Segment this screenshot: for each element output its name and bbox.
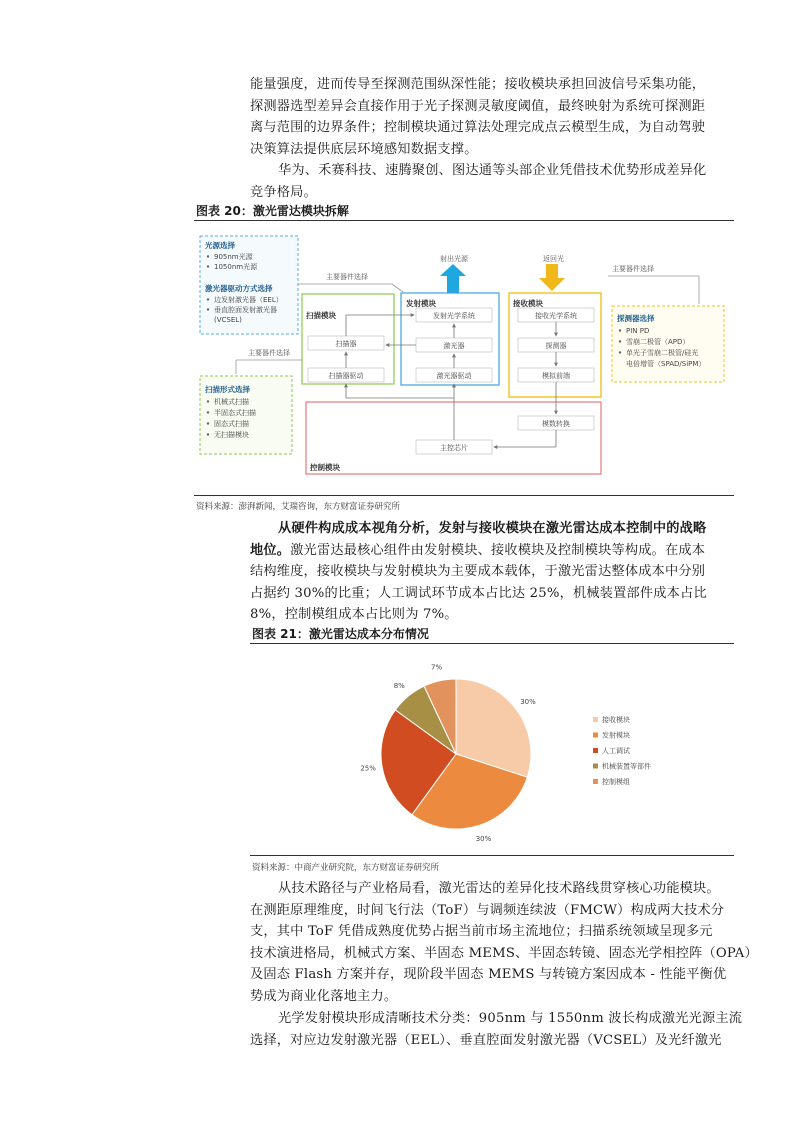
text-line: 及固态 Flash 方案并存，现阶段半固态 MEMS 与转镜方案因成本 - 性能平衡优 (250, 967, 727, 983)
text-line: 地位。 (250, 542, 291, 558)
control-module-box (306, 402, 601, 474)
text-line: 光学发射模块形成清晰技术分类：905nm 与 1550nm 波长构成激光光源主流 (278, 1011, 743, 1026)
text-line: 势成为商业化落地主力。 (250, 988, 398, 1004)
receive-module-title: 接收模块 (513, 299, 543, 308)
tech-paragraph (250, 878, 758, 1008)
emit-arrow-label: 射出光源 (440, 255, 468, 263)
scan-form-item: 半固态式扫描 (214, 409, 256, 417)
emit-module-title: 发射模块 (406, 299, 436, 308)
receive-optics-label: 接收光学系统 (535, 312, 577, 320)
figure-21-title: 图表 21：激光雷达成本分布情况 (252, 627, 429, 641)
main-select-label: 主要器件选择 (612, 265, 654, 273)
figure-21-source: 资料来源：中商产业研究院，东方财富证券研究所 (252, 863, 440, 873)
figure-20-source: 资料来源：澎湃新闻，艾瑞咨询，东方财富证券研究所 (196, 502, 401, 512)
emit-optics-label: 发射光学系统 (433, 312, 475, 320)
pie-data-label: 30% (520, 698, 536, 707)
figure-20-title: 图表 20：激光雷达模块拆解 (196, 204, 349, 218)
figure-21-top-rule (250, 643, 734, 644)
text-line: 选择，对应边发射激光器（EEL）、垂直腔面发射激光器（VCSEL）及光纤激光 (250, 1032, 722, 1048)
scan-form-title: 扫描形式选择 (205, 385, 250, 394)
scanner-drive-label: 扫描器驱动 (328, 372, 364, 380)
laser-drive-item: (VCSEL) (214, 316, 242, 324)
text-line: 从技术路径与产业格局看，激光雷达的差异化技术路线贯穿核心功能模块。 (278, 881, 720, 896)
cost-pie-chart (350, 652, 680, 842)
intro-paragraph (250, 74, 740, 160)
frontend-label: 模拟前端 (542, 372, 570, 380)
legend-swatch (593, 779, 598, 784)
competition-paragraph (250, 160, 740, 203)
pie-data-label: 7% (431, 663, 443, 672)
laser-label: 激光器 (443, 342, 465, 350)
hardware-paragraph (250, 518, 740, 626)
pie-data-label: 8% (393, 681, 405, 690)
text-line: 8%，控制模组成本占比则为 7%。 (250, 607, 458, 623)
laser-drive-item: 边发射激光器（EEL） (214, 296, 283, 304)
detector-selection-item: 雪崩二极管（APD） (626, 338, 690, 346)
detector-selection-item: PIN PD (626, 327, 650, 335)
figure-21-bottom-rule (250, 855, 734, 856)
scan-form-item: 机械式扫描 (214, 398, 249, 406)
text-line: 在测距原理维度，时间飞行法（ToF）与调频连续波（FMCW）构成两大技术分 (250, 902, 725, 918)
legend-label: 机械装置等部件 (602, 762, 651, 771)
emit-light-arrow (440, 264, 466, 293)
main-select-label: 主要器件选择 (248, 349, 290, 357)
scan-module-title: 扫描模块 (306, 311, 336, 320)
scanner-label: 扫描器 (335, 340, 357, 348)
figure-20-top-rule (194, 220, 734, 221)
text-line: 离与范围的边界条件；控制模块通过算法处理完成点云模型生成，为自动驾驶 (250, 120, 706, 136)
legend-swatch (593, 733, 598, 738)
control-module-title: 控制模块 (310, 463, 340, 472)
legend-label: 发射模块 (602, 731, 630, 740)
light-source-item: 905nm光源 (214, 253, 253, 261)
text-line: 华为、禾赛科技、速腾聚创、图达通等头部企业凭借技术优势形成差异化 (278, 163, 707, 178)
text-line: 结构维度，接收模块与发射模块为主要成本载体，于激光雷达整体成本中分别 (250, 564, 706, 580)
legend-label: 人工调试 (602, 747, 630, 755)
main-chip-label: 主控芯片 (440, 444, 468, 452)
optical-paragraph (250, 1008, 743, 1051)
adc-label: 模数转换 (542, 420, 570, 428)
detector-selection-title: 探测器选择 (617, 314, 655, 323)
figure-20-bottom-rule (194, 495, 734, 496)
legend-label: 接收模块 (602, 716, 630, 724)
legend-label: 控制模组 (602, 778, 630, 786)
text-line: 从硬件构成成本视角分析，发射与接收模块在激光雷达成本控制中的战略 (278, 521, 707, 536)
text-line: 支，其中 ToF 凭借成熟度优势占据当前市场主流地位；扫描系统领域呈现多元 (250, 924, 713, 940)
text-line: 技术演进格局，机械式方案、半固态 MEMS、半固态转镜、固态光学相控阵（OPA） (250, 945, 758, 961)
text-line: 探测器选型差异会直接作用于光子探测灵敏度阈值，最终映射为系统可探测距 (250, 98, 706, 114)
scan-form-item: 固态式扫描 (214, 420, 249, 428)
scan-form-item: 无扫描模块 (214, 431, 249, 439)
text-line: 决策算法提供底层环境感知数据支撑。 (250, 141, 478, 157)
text-line: 能量强度，进而传导至探测范围纵深性能；接收模块承担回波信号采集功能， (250, 77, 706, 92)
lidar-module-diagram (196, 228, 616, 478)
main-select-label: 主要器件选择 (326, 273, 368, 281)
light-source-item: 1050nm光源 (214, 263, 258, 271)
legend-swatch (593, 717, 598, 722)
detector-selection-item: 电倍增管（SPAD/SiPM） (626, 360, 706, 368)
legend-swatch (593, 748, 598, 753)
return-light-arrow (539, 264, 565, 291)
laser-drive-title: 激光器驱动方式选择 (205, 284, 273, 293)
lidar-module-diagram-right (604, 254, 734, 394)
light-source-title: 光源选择 (205, 241, 235, 250)
pie-data-label: 30% (475, 835, 492, 842)
text-line: 竞争格局。 (250, 184, 317, 200)
detector-label: 探测器 (545, 342, 567, 350)
pie-data-label: 25% (360, 764, 376, 773)
text-line: 激光雷达最核心组件由发射模块、接收模块及控制模块等构成。在成本 (290, 542, 706, 558)
return-arrow-label: 返回光 (543, 255, 564, 263)
legend-swatch (593, 764, 598, 769)
text-line: 占据约 30%的比重；人工调试环节成本占比达 25%，机械装置部件成本占比 (250, 585, 707, 601)
detector-selection-item: 单光子雪崩二极管/硅光 (626, 349, 699, 357)
laser-drive-item: 垂直腔面发射激光器 (214, 306, 277, 314)
laser-drive-label: 激光器驱动 (436, 372, 472, 380)
